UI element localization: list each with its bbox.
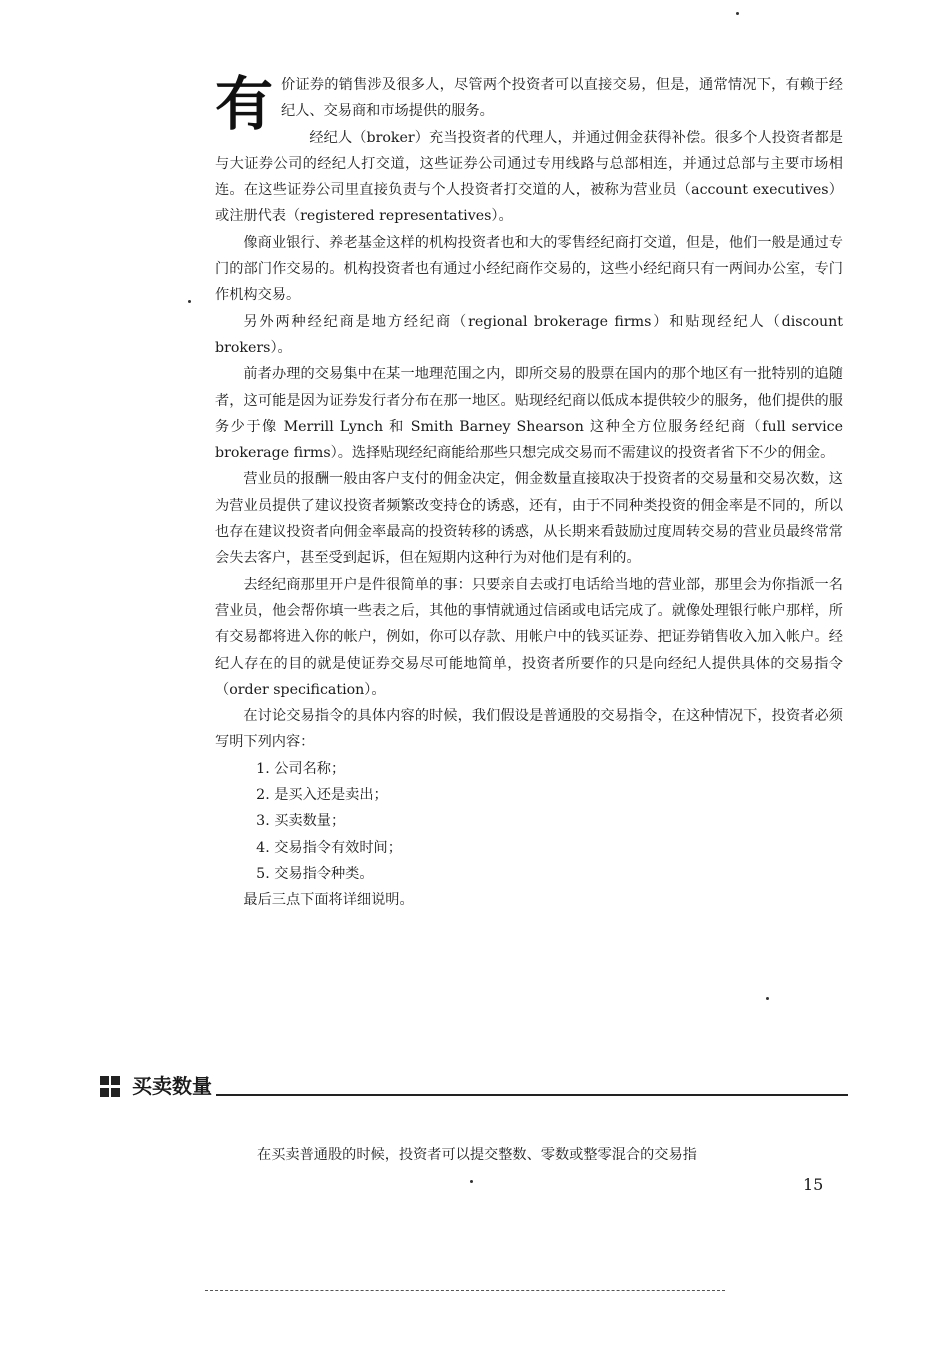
requirements-list [215, 756, 843, 887]
body-text [215, 72, 843, 914]
paragraph-3: 像商业银行、养老基金这样的机构投资者也和大的零售经纪商打交道，但是，他们一般是通过专门的部门作交易的。机构投资者也有通过小经纪商作交易的，这些小经纪商只有一两间办公室，专门作机构交易。 [215, 234, 843, 304]
section-marker-icon [100, 1076, 122, 1098]
paragraph-4: 另外两种经纪商是地方经纪商（regional brokerage firms）和贴现经纪人（discount brokers）。 [215, 313, 843, 356]
section-paragraph: 在买卖普通股的时候，投资者可以提交整数、零数或整零混合的交易指 [257, 1147, 697, 1163]
paragraph-5: 前者办理的交易集中在某一地理范围之内，即所交易的股票在国内的那个地区有一批特别的追随者，这可能是因为证券发行者分布在那一地区。贴现经纪商以低成本提供较少的服务，他们提供的服务少于像 Merrill Lynch 和 Smith Barney Shearson 这种全方位服务经纪商（full service brokerage firms）。选择贴现经纪商能给那些只想完成交易而不需建议的投资者省下不少的佣金。 [215, 366, 843, 462]
scan-speck [188, 300, 191, 303]
section-title: 买卖数量 [132, 1074, 212, 1098]
drop-cap: 有 [215, 70, 274, 138]
paragraph-2: 经纪人（broker）充当投资者的代理人，并通过佣金获得补偿。很多个人投资者都是与大证券公司的经纪人打交道，这些证券公司通过专用线路与总部相连，并通过总部与主要市场相连。在这些证券公司里直接负责与个人投资者打交道的人，被称为营业员（account executives）或注册代表（registered representatives）。 [215, 129, 843, 225]
list-item: 5. 交易指令种类。 [256, 865, 374, 882]
section-heading [100, 1068, 848, 1102]
scan-speck [766, 997, 769, 1000]
list-item: 3. 买卖数量； [256, 813, 346, 830]
scan-speck [470, 1180, 473, 1183]
list-item: 2. 是买入还是卖出； [256, 787, 388, 804]
closing-paragraph: 最后三点下面将详细说明。 [243, 892, 414, 909]
paragraph-1: 价证券的销售涉及很多人，尽管两个投资者可以直接交易，但是，通常情况下，有赖于经纪人、交易商和市场提供的服务。 [281, 77, 843, 120]
scan-artifact-rule [205, 1290, 725, 1291]
list-item: 4. 交易指令有效时间； [256, 839, 402, 856]
list-item: 1. 公司名称； [256, 760, 346, 777]
section-rule [216, 1094, 848, 1096]
paragraph-8: 在讨论交易指令的具体内容的时候，我们假设是普通股的交易指令，在这种情况下，投资者必须写明下列内容： [215, 708, 843, 751]
paragraph-7: 去经纪商那里开户是件很简单的事：只要亲自去或打电话给当地的营业部，那里会为你指派一名营业员，他会帮你填一些表之后，其他的事情就通过信函或电话完成了。就像处理银行帐户那样，所有交易都将进入你的帐户，例如，你可以存款、用帐户中的钱买证券、把证券销售收入加入帐户。经纪人存在的目的就是使证券交易尽可能地简单，投资者所要作的只是向经纪人提供具体的交易指令（order specification）。 [215, 576, 843, 698]
page-number: 15 [803, 1175, 824, 1194]
paragraph-6: 营业员的报酬一般由客户支付的佣金决定，佣金数量直接取决于投资者的交易量和交易次数，这为营业员提供了建议投资者频繁改变持仓的诱惑，还有，由于不同种类投资的佣金率是不同的，所以也存在建议投资者向佣金率最高的投资转移的诱惑，从长期来看鼓励过度周转交易的营业员最终常常会失去客户，甚至受到起诉，但在短期内这种行为对他们是有利的。 [215, 471, 843, 567]
scan-speck [736, 12, 739, 15]
